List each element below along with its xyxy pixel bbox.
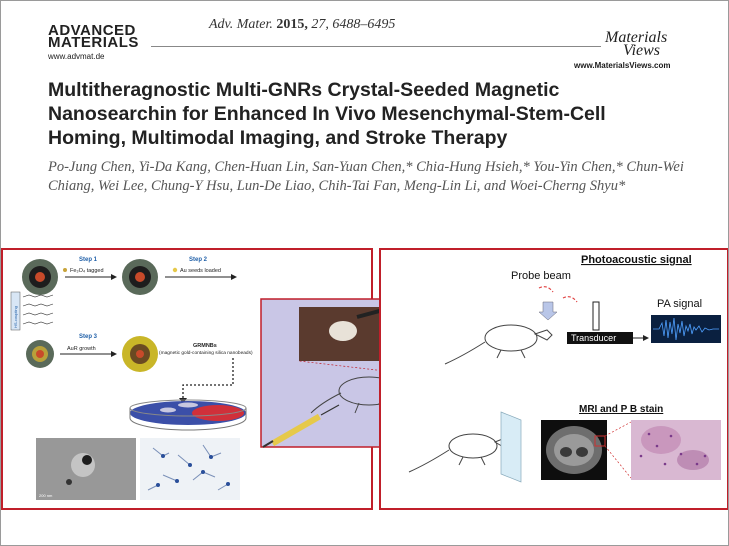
transducer-label: Transducer xyxy=(571,333,617,343)
article-title: Multitheragnostic Multi-GNRs Crystal-Seeded Magnetic Nanosearchin for Enhanced In Vivo Mesenchymal-Stem-Cell Homing, Multimodal Imaging, and Stroke Therapy xyxy=(48,79,606,149)
mri-brain-image xyxy=(541,420,607,480)
citation-volume-pages: 27, 6488–6495 xyxy=(311,17,396,32)
mouse-photoacoustic-icon xyxy=(445,325,552,364)
step3-desc: AuR growth xyxy=(67,346,96,352)
nanoparticle-step1-icon xyxy=(22,259,58,295)
step3-label: Step 3 xyxy=(79,334,98,340)
publisher-logo xyxy=(605,31,667,57)
journal-logo xyxy=(48,22,139,63)
citation xyxy=(209,17,395,33)
probe-beam-label: Probe beam xyxy=(511,270,571,282)
journal-url: www.advmat.de xyxy=(48,52,105,61)
tem-micrograph-image xyxy=(36,438,136,500)
nanoparticle-step2-icon xyxy=(122,259,158,295)
photoacoustic-title: Photoacoustic signal xyxy=(581,254,692,266)
mouse-mri-icon xyxy=(409,434,509,472)
probe-beam-arrow-icon xyxy=(539,302,557,320)
journal-logo-line2: MATERIALS xyxy=(48,34,139,51)
grmnb-particle-icon xyxy=(122,336,158,372)
au-seed-dot-icon xyxy=(173,268,177,272)
publisher-logo-line1: Materials xyxy=(605,29,668,46)
transducer-probe-icon xyxy=(593,302,599,330)
mri-title: MRI and P B stain xyxy=(579,404,664,415)
article-authors: Po-Jung Chen, Yi-Da Kang, Chen-Huan Lin, San-Yuan Chen,* Chia-Hung Hsieh,* You-Yin Chen,* Chun-Wei Chiang, Wei Lee, Chung-Y Hsu, Lun-De Liao, Chih-Tai Fan, Meng-Lin Li, and Woei-Cherng Shyu* xyxy=(48,159,684,194)
ligand-chains xyxy=(23,295,53,324)
publisher-url: www.MaterialsViews.com xyxy=(574,61,671,70)
step2-label: Step 2 xyxy=(189,257,208,263)
step1-desc: Fe₃O₄ tagged xyxy=(70,268,104,274)
imaging-scheme xyxy=(381,250,727,508)
step1-label: Step 1 xyxy=(79,257,98,263)
petri-dish-icon xyxy=(130,400,246,430)
fe3o4-dot-icon xyxy=(63,268,67,272)
figure-right-panel xyxy=(379,248,729,510)
citation-year: 2015, xyxy=(276,17,308,32)
journal-logo-line1: ADVANCED xyxy=(48,22,136,39)
header-rule xyxy=(151,46,601,47)
grmnbs-label: GRMNBs xyxy=(193,343,217,349)
nanoparticle-step3-icon xyxy=(26,340,54,368)
step2-desc: Au seeds loaded xyxy=(180,268,221,274)
citation-journal: Adv. Mater. xyxy=(209,17,273,32)
cell-culture-image xyxy=(140,438,240,500)
pa-signal-label: PA signal xyxy=(657,298,703,310)
tem-scale-label: 200 nm xyxy=(39,493,53,498)
pa-signal-plot xyxy=(651,315,721,343)
mri-slice-plane xyxy=(501,412,521,482)
histology-stain-image xyxy=(631,420,721,480)
publisher-logo-line2: Views xyxy=(623,42,661,59)
hs-coupling-label: HS-coupling xyxy=(13,306,18,328)
grmnbs-desc: (magnetic gold-containing silica nanobeads) xyxy=(159,351,253,356)
